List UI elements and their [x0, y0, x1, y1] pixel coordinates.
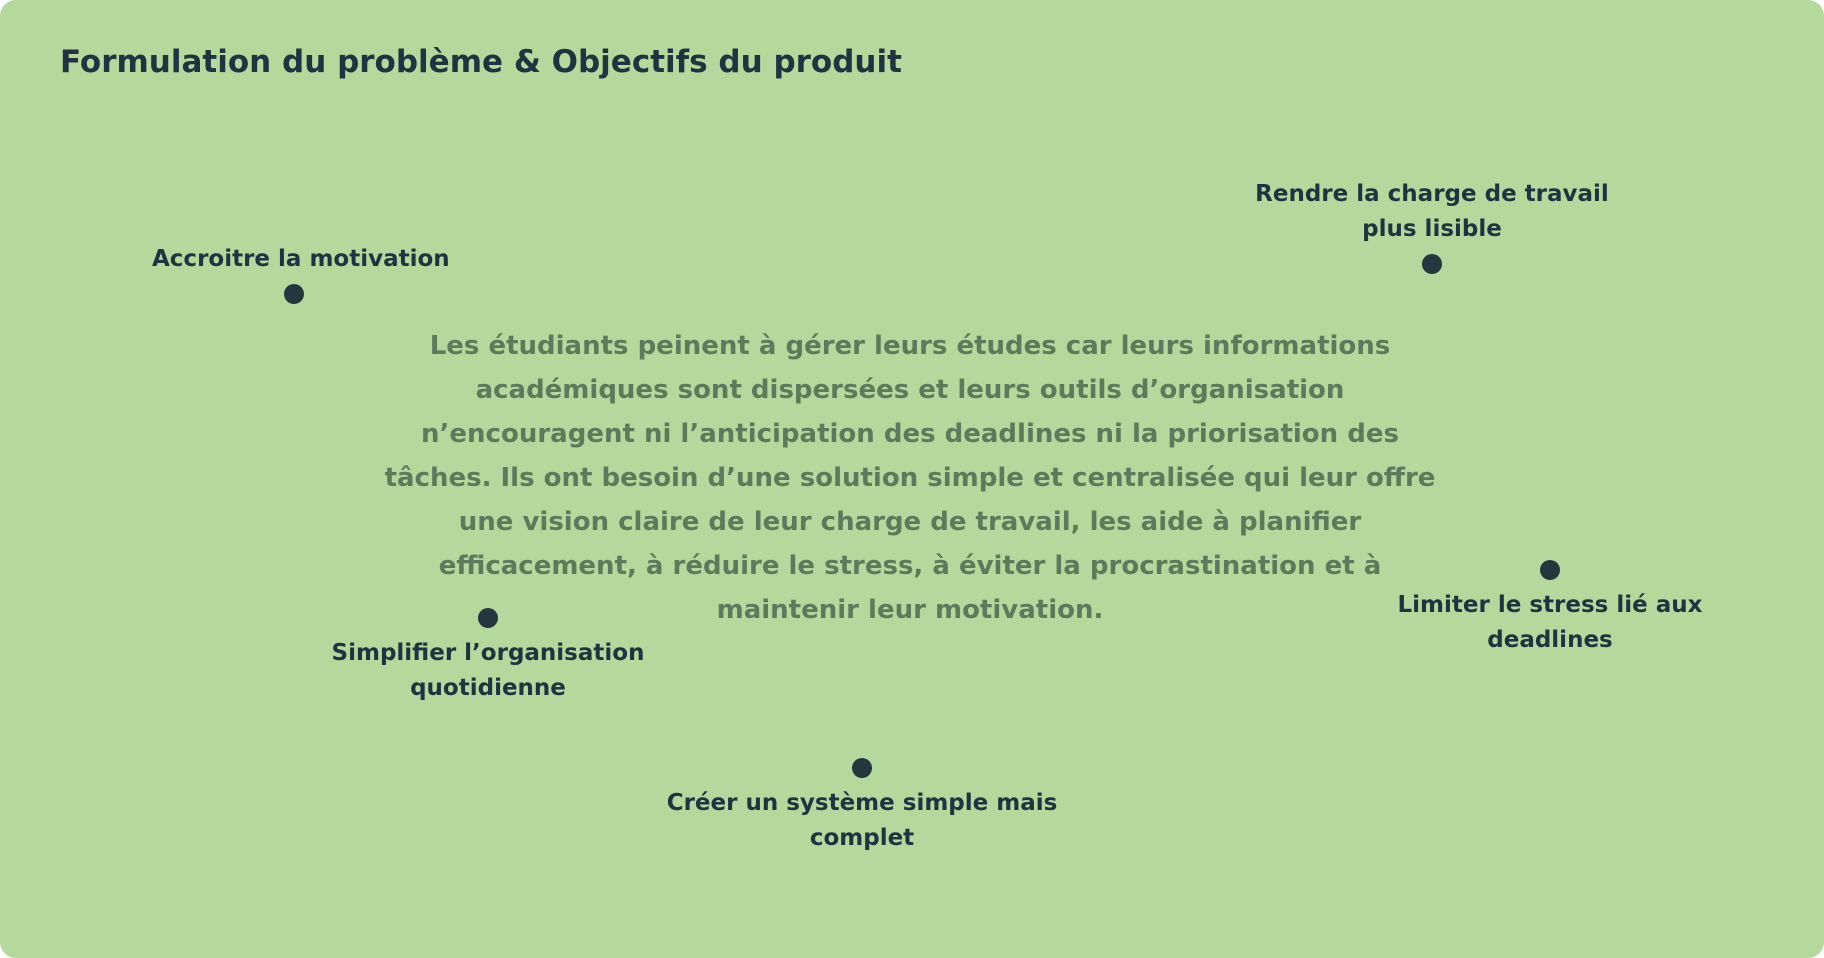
objective-system-dot [852, 758, 872, 778]
objective-motivation [152, 242, 450, 277]
objective-system [652, 786, 1072, 856]
objective-stress [1370, 588, 1730, 658]
objective-organisation [308, 636, 668, 706]
objective-workload-dot [1422, 254, 1442, 274]
objective-organisation-dot [478, 608, 498, 628]
objective-workload [1250, 177, 1614, 247]
objective-system-label-line1: Créer un système simple mais [666, 790, 1058, 816]
objective-motivation-dot [284, 284, 304, 304]
objective-stress-label-line2: deadlines [1487, 627, 1613, 653]
objective-system-label-line2: complet [809, 825, 915, 851]
objective-workload-label-line1: Rendre la charge de travail [1255, 181, 1609, 207]
objective-organisation-label-line1: Simplifier l’organisation [331, 640, 645, 666]
objective-organisation-label-line2: quotidienne [410, 675, 566, 701]
page-title: Formulation du problème & Objectifs du produit [60, 44, 902, 80]
objective-motivation-label: Accroitre la motivation [152, 246, 450, 272]
objective-stress-label-line1: Limiter le stress lié aux [1397, 592, 1703, 618]
objective-workload-label-line2: plus lisible [1362, 216, 1502, 242]
objective-stress-dot [1540, 560, 1560, 580]
problem-statement: Les étudiants peinent à gérer leurs études car leurs informations académiques sont dispersées et leurs outils d’organisation n’encouragent ni l’anticipation des deadlines ni la priorisation des tâches. Ils ont besoin d’une solution simple et centralisée qui leur offre une vision claire de leur charge de travail, les aide à planifier efficacement, à réduire le stress, à éviter la procrastination et à maintenir leur motivation. [384, 331, 1436, 625]
